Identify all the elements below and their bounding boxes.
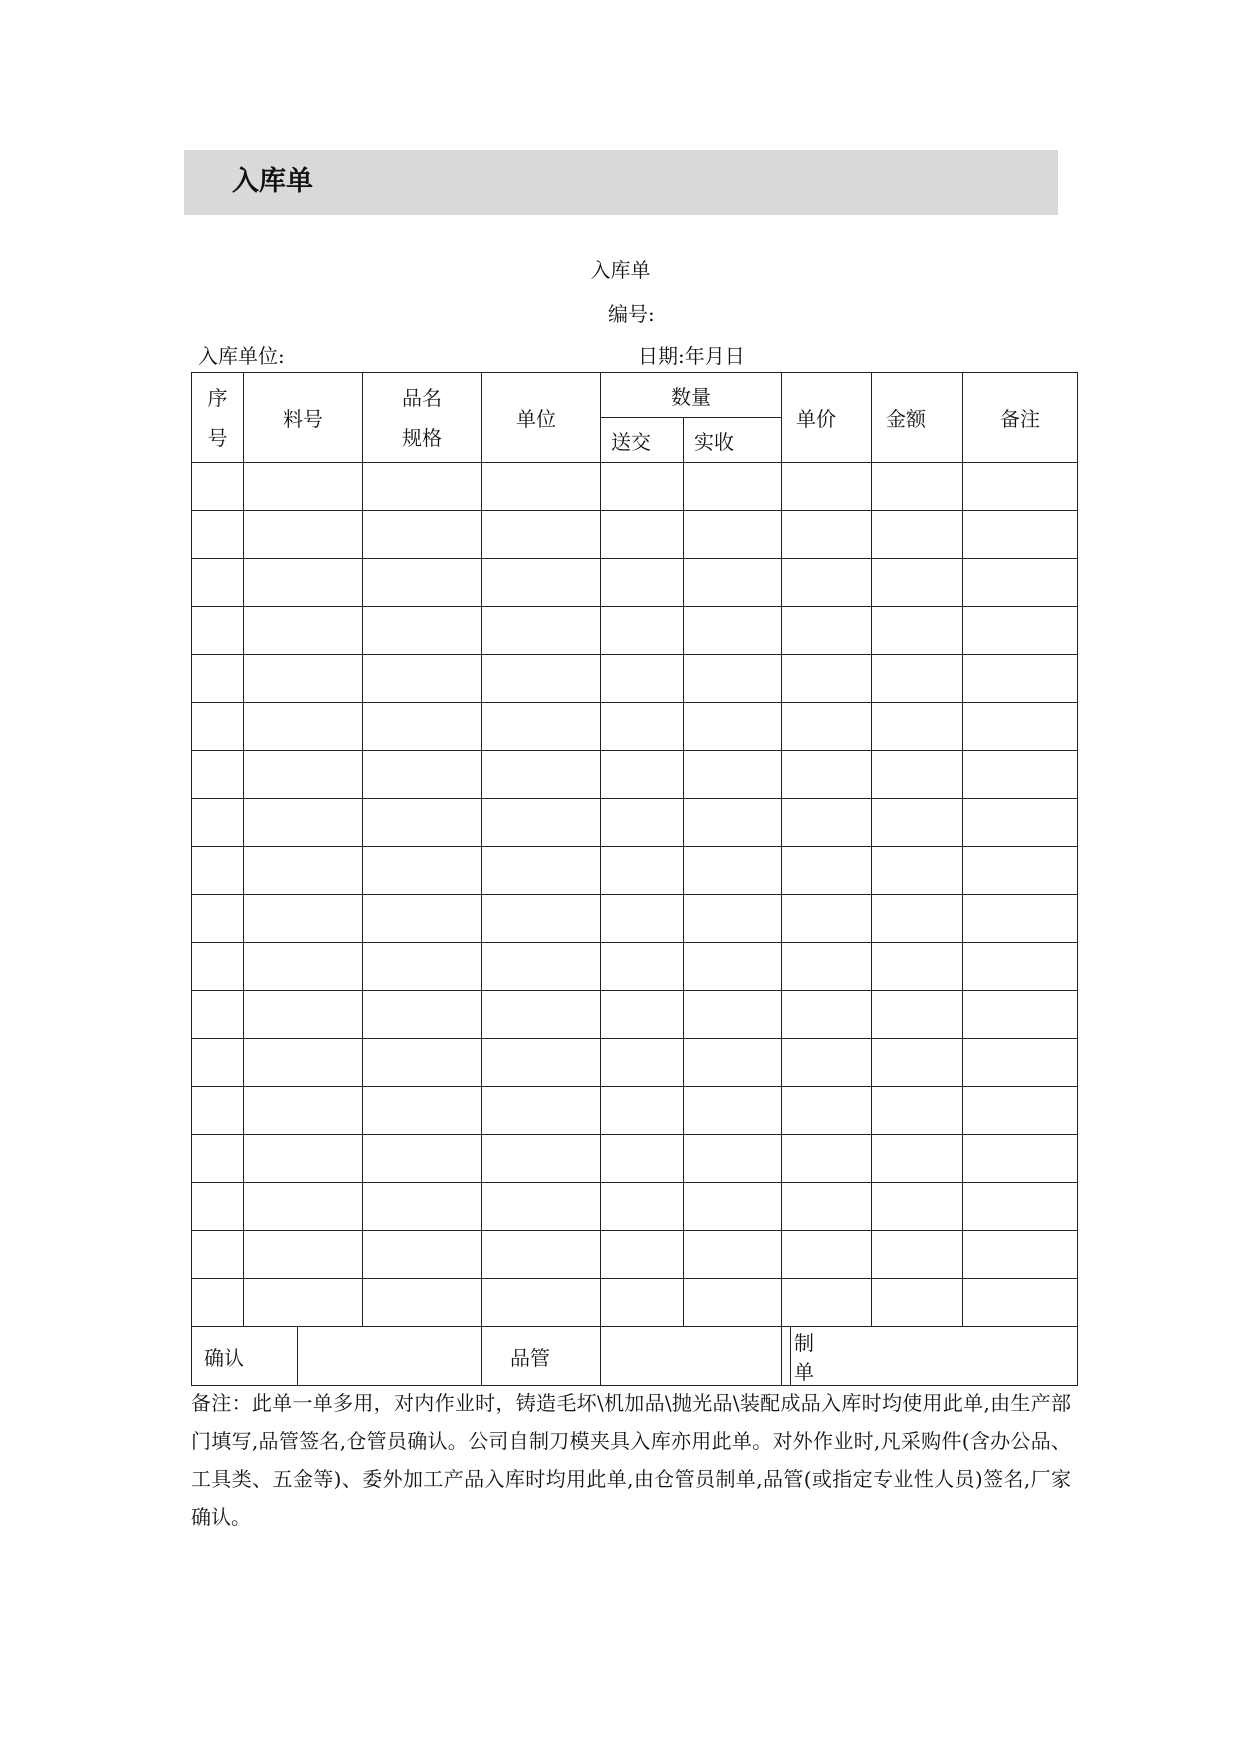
form-note: 备注：此单一单多用，对内作业时，铸造毛坏\机加品\抛光品\装配成品入库时均使用此单,由生产部门填写,品管签名,仓管员确认。公司自制刀模夹具入库亦用此单。对外作业时,凡采购件(含办公品、工具类、五金等)、委外加工产品入库时均用此单,由仓管员制单,品管(或指定专业性人员)签名,厂家确认。 <box>191 1391 1071 1529</box>
table-row <box>192 991 1078 1039</box>
cell-unit-price[interactable] <box>782 607 872 655</box>
cell-name-spec[interactable] <box>363 943 482 991</box>
table-row <box>192 1183 1078 1231</box>
cell-seq[interactable] <box>192 1135 244 1183</box>
cell-remark[interactable] <box>963 991 1078 1039</box>
section-banner <box>184 150 1058 215</box>
cell-received[interactable] <box>684 607 782 655</box>
date-label: 日期:年月日 <box>638 344 745 368</box>
cell-amount[interactable] <box>872 559 963 607</box>
cell-remark[interactable] <box>963 847 1078 895</box>
cell-unit[interactable] <box>482 511 601 559</box>
cell-material-no[interactable] <box>244 463 363 511</box>
cell-material-no[interactable] <box>244 751 363 799</box>
header-name-spec: 品名 规格 <box>363 373 482 463</box>
cell-unit-price[interactable] <box>782 1231 872 1279</box>
cell-received[interactable] <box>684 655 782 703</box>
cell-name-spec[interactable] <box>363 559 482 607</box>
cell-remark[interactable] <box>963 1183 1078 1231</box>
quality-label: 品管 <box>482 1327 601 1386</box>
cell-seq[interactable] <box>192 1183 244 1231</box>
cell-remark[interactable] <box>963 751 1078 799</box>
cell-delivered[interactable] <box>601 799 684 847</box>
cell-delivered[interactable] <box>601 1039 684 1087</box>
form-number-label: 编号: <box>608 302 655 326</box>
cell-delivered[interactable] <box>601 1087 684 1135</box>
cell-name-spec[interactable] <box>363 1279 482 1327</box>
header-unit-price: 单价 <box>782 373 872 463</box>
table-row <box>192 559 1078 607</box>
form-title: 入库单 <box>590 258 651 282</box>
cell-amount[interactable] <box>872 511 963 559</box>
cell-name-spec[interactable] <box>363 895 482 943</box>
cell-received[interactable] <box>684 1087 782 1135</box>
cell-material-no[interactable] <box>244 655 363 703</box>
cell-unit-price[interactable] <box>782 751 872 799</box>
table-row <box>192 799 1078 847</box>
cell-delivered[interactable] <box>601 607 684 655</box>
cell-received[interactable] <box>684 895 782 943</box>
cell-received[interactable] <box>684 511 782 559</box>
header-seq: 序 号 <box>192 373 244 463</box>
table-row <box>192 1231 1078 1279</box>
cell-name-spec[interactable] <box>363 1135 482 1183</box>
cell-material-no[interactable] <box>244 1279 363 1327</box>
cell-material-no[interactable] <box>244 799 363 847</box>
cell-name-spec[interactable] <box>363 751 482 799</box>
cell-seq[interactable] <box>192 847 244 895</box>
cell-received[interactable] <box>684 799 782 847</box>
table-row <box>192 607 1078 655</box>
cell-seq[interactable] <box>192 1231 244 1279</box>
cell-amount[interactable] <box>872 751 963 799</box>
confirm-label: 确认 <box>192 1327 298 1386</box>
cell-seq[interactable] <box>192 607 244 655</box>
cell-unit-price[interactable] <box>782 1183 872 1231</box>
cell-name-spec[interactable] <box>363 847 482 895</box>
cell-amount[interactable] <box>872 1039 963 1087</box>
cell-amount[interactable] <box>872 463 963 511</box>
warehouse-unit-label: 入库单位: <box>198 344 285 368</box>
cell-material-no[interactable] <box>244 559 363 607</box>
cell-amount[interactable] <box>872 703 963 751</box>
cell-amount[interactable] <box>872 799 963 847</box>
header-row <box>192 373 1078 418</box>
cell-remark[interactable] <box>963 943 1078 991</box>
cell-remark[interactable] <box>963 703 1078 751</box>
cell-seq[interactable] <box>192 1039 244 1087</box>
cell-name-spec[interactable] <box>363 463 482 511</box>
cell-received[interactable] <box>684 847 782 895</box>
cell-name-spec[interactable] <box>363 991 482 1039</box>
cell-amount[interactable] <box>872 1279 963 1327</box>
cell-amount[interactable] <box>872 1183 963 1231</box>
cell-remark[interactable] <box>963 655 1078 703</box>
confirm-field[interactable] <box>298 1327 482 1386</box>
cell-name-spec[interactable] <box>363 1231 482 1279</box>
cell-seq[interactable] <box>192 799 244 847</box>
header-delivered: 送交 <box>601 418 684 463</box>
cell-seq[interactable] <box>192 559 244 607</box>
cell-delivered[interactable] <box>601 655 684 703</box>
cell-material-no[interactable] <box>244 847 363 895</box>
cell-amount[interactable] <box>872 655 963 703</box>
cell-remark[interactable] <box>963 895 1078 943</box>
cell-received[interactable] <box>684 1183 782 1231</box>
prepared-by-label: 制单 <box>782 1327 791 1386</box>
cell-name-spec[interactable] <box>363 799 482 847</box>
section-title: 入库单 <box>232 166 313 197</box>
cell-material-no[interactable] <box>244 607 363 655</box>
cell-unit-price[interactable] <box>782 991 872 1039</box>
cell-remark[interactable] <box>963 511 1078 559</box>
cell-unit[interactable] <box>482 703 601 751</box>
cell-amount[interactable] <box>872 895 963 943</box>
cell-material-no[interactable] <box>244 1039 363 1087</box>
cell-seq[interactable] <box>192 943 244 991</box>
cell-name-spec[interactable] <box>363 511 482 559</box>
table-row <box>192 511 1078 559</box>
cell-remark[interactable] <box>963 1231 1078 1279</box>
cell-unit[interactable] <box>482 751 601 799</box>
cell-name-spec[interactable] <box>363 703 482 751</box>
cell-seq[interactable] <box>192 1087 244 1135</box>
cell-unit-price[interactable] <box>782 559 872 607</box>
cell-name-spec[interactable] <box>363 1183 482 1231</box>
cell-unit-price[interactable] <box>782 511 872 559</box>
cell-unit-price[interactable] <box>782 1279 872 1327</box>
cell-unit[interactable] <box>482 559 601 607</box>
cell-delivered[interactable] <box>601 1183 684 1231</box>
cell-unit-price[interactable] <box>782 1087 872 1135</box>
prepared-by-field[interactable] <box>791 1327 1078 1386</box>
table-row <box>192 943 1078 991</box>
cell-seq[interactable] <box>192 895 244 943</box>
cell-material-no[interactable] <box>244 1135 363 1183</box>
cell-seq[interactable] <box>192 1279 244 1327</box>
cell-received[interactable] <box>684 463 782 511</box>
table-row <box>192 1279 1078 1327</box>
cell-seq[interactable] <box>192 991 244 1039</box>
table-row <box>192 703 1078 751</box>
table-row <box>192 895 1078 943</box>
table-row <box>192 655 1078 703</box>
cell-seq[interactable] <box>192 655 244 703</box>
cell-name-spec[interactable] <box>363 655 482 703</box>
cell-unit-price[interactable] <box>782 943 872 991</box>
cell-delivered[interactable] <box>601 943 684 991</box>
cell-material-no[interactable] <box>244 895 363 943</box>
cell-received[interactable] <box>684 1231 782 1279</box>
cell-unit[interactable] <box>482 655 601 703</box>
cell-remark[interactable] <box>963 463 1078 511</box>
cell-unit[interactable] <box>482 895 601 943</box>
cell-name-spec[interactable] <box>363 1039 482 1087</box>
cell-material-no[interactable] <box>244 991 363 1039</box>
header-received: 实收 <box>684 418 782 463</box>
table-row <box>192 1039 1078 1087</box>
cell-delivered[interactable] <box>601 847 684 895</box>
cell-unit-price[interactable] <box>782 799 872 847</box>
cell-unit-price[interactable] <box>782 847 872 895</box>
cell-unit[interactable] <box>482 943 601 991</box>
cell-remark[interactable] <box>963 1087 1078 1135</box>
cell-seq[interactable] <box>192 511 244 559</box>
cell-amount[interactable] <box>872 991 963 1039</box>
cell-name-spec[interactable] <box>363 1087 482 1135</box>
receipt-table <box>191 372 1078 1386</box>
cell-amount[interactable] <box>872 1135 963 1183</box>
cell-remark[interactable] <box>963 559 1078 607</box>
cell-unit[interactable] <box>482 1183 601 1231</box>
cell-received[interactable] <box>684 559 782 607</box>
cell-material-no[interactable] <box>244 511 363 559</box>
header-remark: 备注 <box>963 373 1078 463</box>
cell-unit-price[interactable] <box>782 1135 872 1183</box>
cell-unit-price[interactable] <box>782 895 872 943</box>
cell-received[interactable] <box>684 991 782 1039</box>
quality-field[interactable] <box>601 1327 782 1386</box>
cell-unit[interactable] <box>482 463 601 511</box>
header-material-no: 料号 <box>244 373 363 463</box>
cell-received[interactable] <box>684 703 782 751</box>
table-row <box>192 847 1078 895</box>
cell-delivered[interactable] <box>601 895 684 943</box>
cell-amount[interactable] <box>872 1087 963 1135</box>
cell-unit[interactable] <box>482 1135 601 1183</box>
cell-delivered[interactable] <box>601 511 684 559</box>
cell-delivered[interactable] <box>601 1135 684 1183</box>
cell-delivered[interactable] <box>601 1231 684 1279</box>
cell-unit[interactable] <box>482 991 601 1039</box>
cell-delivered[interactable] <box>601 559 684 607</box>
table-row <box>192 1087 1078 1135</box>
cell-delivered[interactable] <box>601 1279 684 1327</box>
cell-material-no[interactable] <box>244 1183 363 1231</box>
cell-unit-price[interactable] <box>782 703 872 751</box>
cell-remark[interactable] <box>963 1135 1078 1183</box>
cell-remark[interactable] <box>963 1039 1078 1087</box>
header-amount: 金额 <box>872 373 963 463</box>
cell-received[interactable] <box>684 1135 782 1183</box>
cell-seq[interactable] <box>192 703 244 751</box>
cell-delivered[interactable] <box>601 703 684 751</box>
cell-name-spec[interactable] <box>363 607 482 655</box>
cell-remark[interactable] <box>963 799 1078 847</box>
cell-seq[interactable] <box>192 751 244 799</box>
cell-amount[interactable] <box>872 847 963 895</box>
cell-material-no[interactable] <box>244 943 363 991</box>
cell-unit-price[interactable] <box>782 1039 872 1087</box>
cell-delivered[interactable] <box>601 991 684 1039</box>
header-quantity: 数量 <box>601 373 782 418</box>
cell-amount[interactable] <box>872 607 963 655</box>
cell-amount[interactable] <box>872 1231 963 1279</box>
cell-amount[interactable] <box>872 943 963 991</box>
cell-unit-price[interactable] <box>782 463 872 511</box>
cell-received[interactable] <box>684 1039 782 1087</box>
cell-material-no[interactable] <box>244 1231 363 1279</box>
cell-unit[interactable] <box>482 847 601 895</box>
cell-unit[interactable] <box>482 1087 601 1135</box>
table-row <box>192 1135 1078 1183</box>
cell-unit[interactable] <box>482 799 601 847</box>
cell-received[interactable] <box>684 751 782 799</box>
cell-received[interactable] <box>684 943 782 991</box>
cell-unit[interactable] <box>482 1039 601 1087</box>
cell-unit[interactable] <box>482 607 601 655</box>
table-row <box>192 463 1078 511</box>
signature-row <box>192 1327 1078 1386</box>
cell-delivered[interactable] <box>601 463 684 511</box>
cell-material-no[interactable] <box>244 703 363 751</box>
header-unit: 单位 <box>482 373 601 463</box>
cell-remark[interactable] <box>963 607 1078 655</box>
cell-unit-price[interactable] <box>782 655 872 703</box>
cell-unit[interactable] <box>482 1279 601 1327</box>
table-row <box>192 751 1078 799</box>
cell-remark[interactable] <box>963 1279 1078 1327</box>
cell-seq[interactable] <box>192 463 244 511</box>
cell-received[interactable] <box>684 1279 782 1327</box>
cell-delivered[interactable] <box>601 751 684 799</box>
cell-unit[interactable] <box>482 1231 601 1279</box>
cell-material-no[interactable] <box>244 1087 363 1135</box>
